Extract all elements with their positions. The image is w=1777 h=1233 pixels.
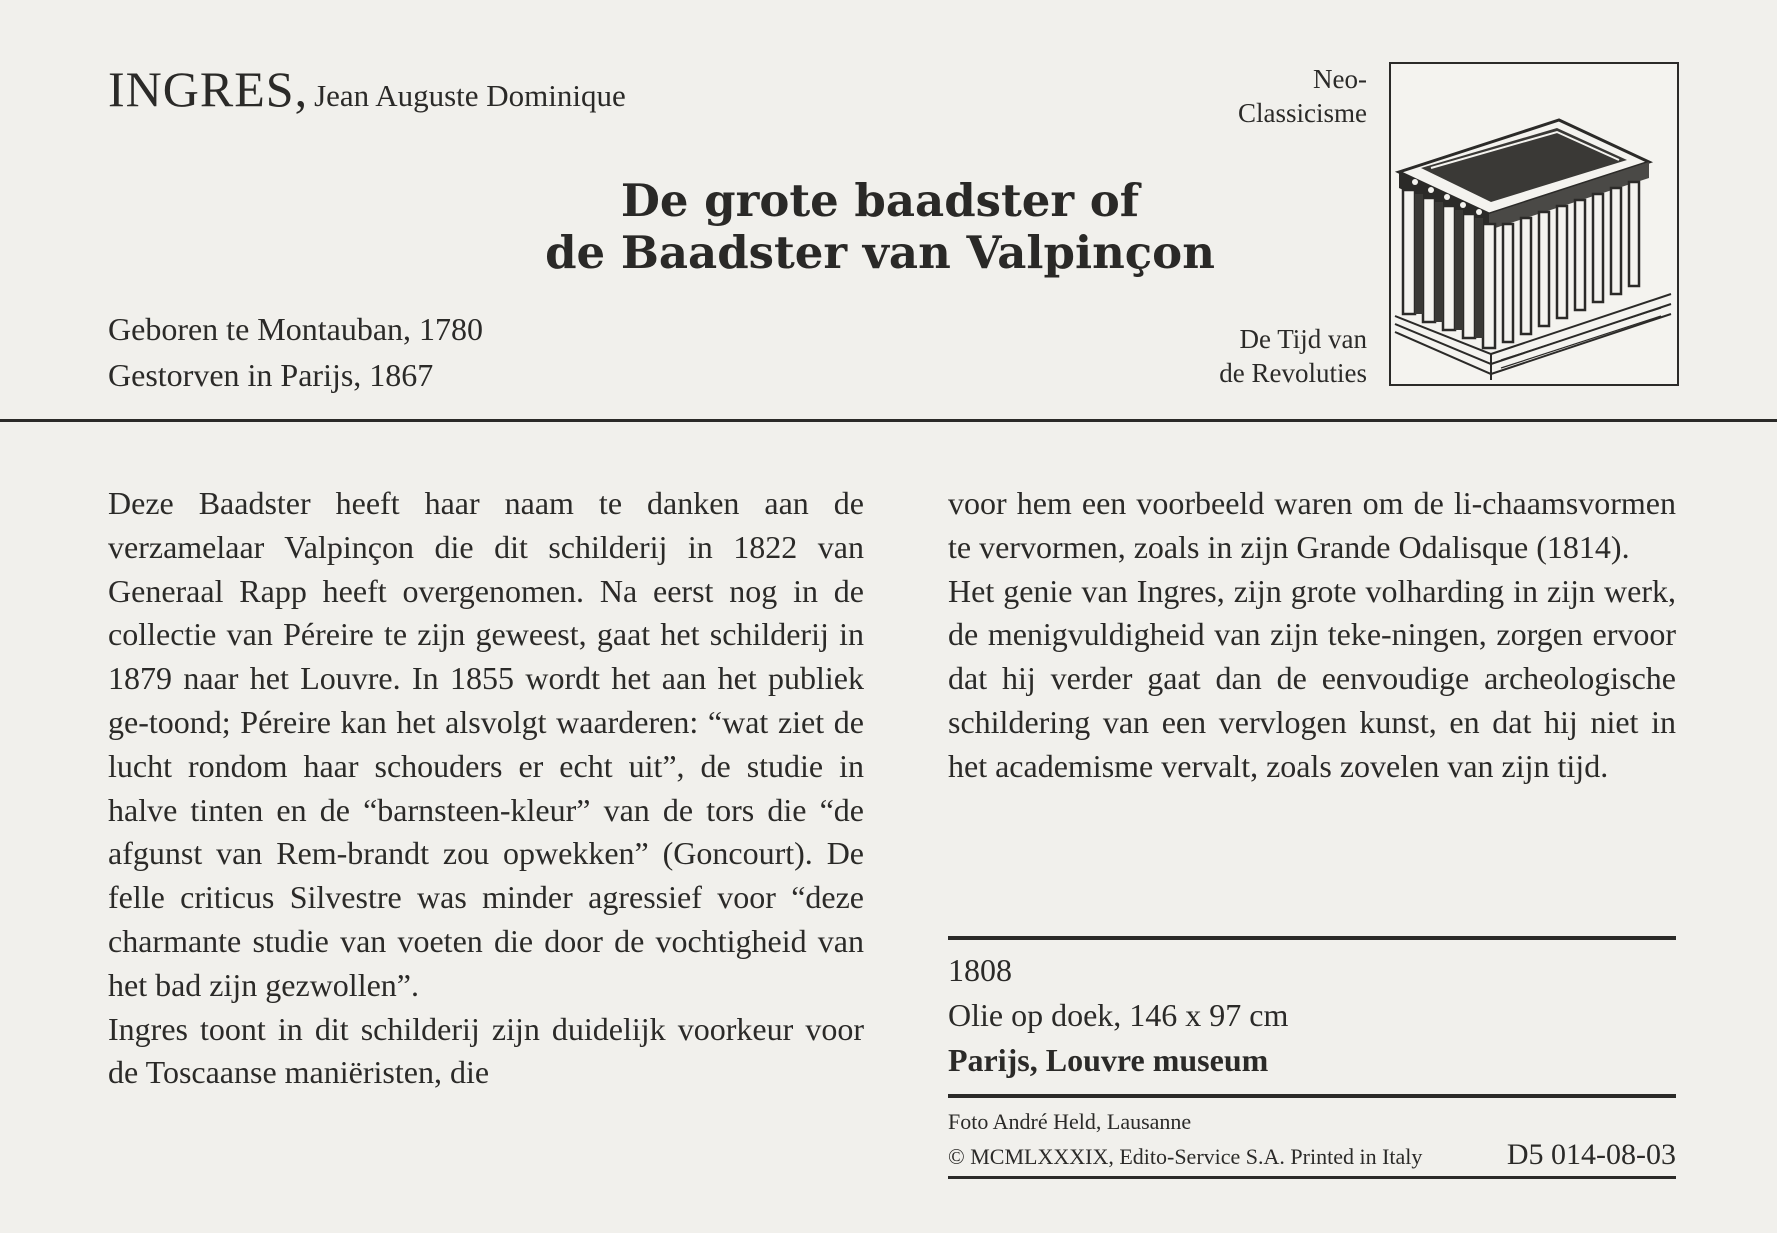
card-code: D5 014-08-03	[1506, 1138, 1676, 1171]
info-bottom-rule	[948, 1176, 1676, 1179]
artwork-location: Parijs, Louvre museum	[948, 1042, 1269, 1078]
description-left-column	[108, 482, 864, 1095]
copyright-line	[948, 1137, 1676, 1175]
artwork-medium: Olie op doek, 146 x 97 cm	[948, 997, 1289, 1033]
artist-name	[108, 60, 626, 118]
artist-given-names: Jean Auguste Dominique	[314, 78, 626, 113]
greek-temple-icon	[1389, 62, 1679, 386]
info-top-rule	[948, 936, 1676, 940]
copyright-text: © MCMLXXXIX, Edito-Service S.A. Printed in Italy	[948, 1144, 1423, 1169]
art-period-line: Neo-	[1313, 64, 1367, 94]
info-middle-rule	[948, 1094, 1676, 1098]
artwork-title-line: De grote baadster of	[620, 174, 1140, 227]
era-label-line: De Tijd van	[1239, 324, 1367, 354]
artwork-title-line: de Baadster van Valpinçon	[545, 226, 1215, 279]
birth-info: Geboren te Montauban, 1780	[108, 311, 484, 347]
era-label-line: de Revoluties	[1219, 358, 1367, 388]
description-paragraph: Deze Baadster heeft haar naam te danken aan de verzamelaar Valpinçon die dit schilderij in 1822 van Generaal Rapp heeft overgenomen. Na eerst nog in de collectie van Péreire te zijn geweest, gaat het schilderij in 1879 naar het Louvre. In 1855 wordt het aan het publiek ge-toond; Péreire kan het alsvolgt waarderen: “wat ziet de lucht rondom haar schouders er echt uit”, de studie in halve tinten en de “barnsteen-kleur” van de tors die “de afgunst van Rem-brandt zou opwekken” (Goncourt). De felle criticus Silvestre was minder agressief voor “deze charmante studie van voeten die door de vochtigheid van het bad zijn gezwollen”.	[108, 485, 864, 1003]
artwork-year: 1808	[948, 952, 1012, 988]
art-period-line: Classicisme	[1238, 98, 1367, 128]
artwork-title	[520, 175, 1240, 279]
art-period	[1238, 62, 1367, 130]
death-info: Gestorven in Parijs, 1867	[108, 357, 434, 393]
era-label	[1219, 322, 1367, 390]
description-paragraph: Het genie van Ingres, zijn grote volharding in zijn werk, de menigvuldigheid van zijn teke-ningen, zorgen ervoor dat hij verder gaat dan de eenvoudige archeologische schildering van een vervlogen kunst, en dat hij niet in het academisme vervalt, zoals zovelen van zijn tijd.	[948, 572, 1676, 784]
header-divider	[0, 419, 1777, 422]
artist-surname: INGRES,	[108, 61, 309, 117]
description-right-column	[948, 482, 1676, 789]
artist-life-dates	[108, 306, 483, 398]
description-paragraph: voor hem een voorbeeld waren om de li-chaamsvormen te vervormen, zoals in zijn Grande Odalisque (1814).	[948, 485, 1676, 565]
description-paragraph: Ingres toont in dit schilderij zijn duidelijk voorkeur voor de Toscaanse maniëristen, die	[108, 1010, 864, 1091]
photo-credit: Foto André Held, Lausanne	[948, 1109, 1192, 1134]
